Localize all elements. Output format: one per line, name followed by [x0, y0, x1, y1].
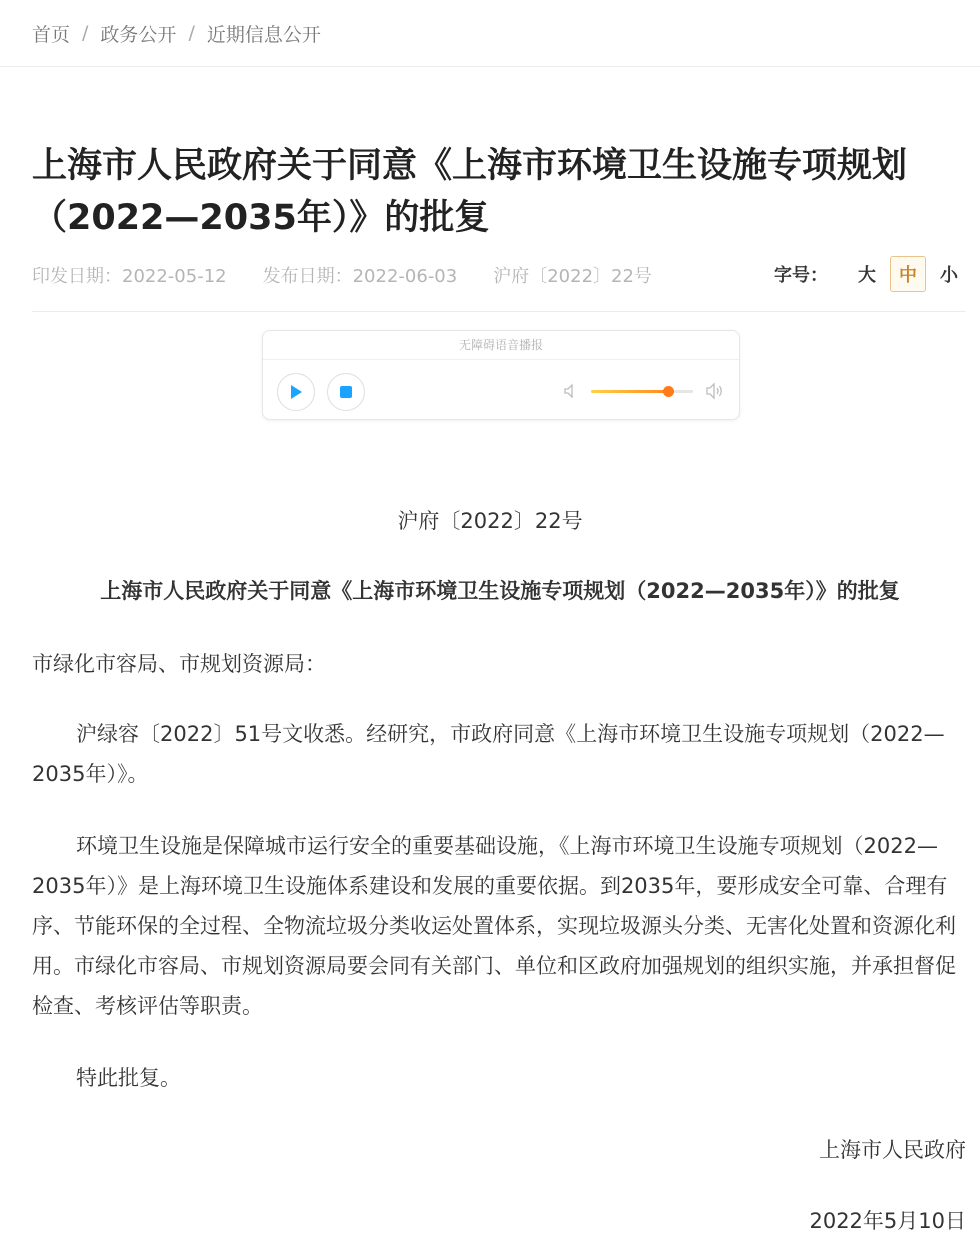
header-divider — [0, 66, 980, 67]
stop-button[interactable] — [327, 373, 365, 411]
play-icon — [289, 384, 303, 400]
audio-player — [262, 330, 740, 420]
font-size-switcher — [774, 256, 966, 292]
volume-low-icon[interactable] — [563, 383, 579, 399]
font-size-medium[interactable]: 中 — [890, 256, 926, 292]
breadcrumb-separator: / — [188, 22, 195, 44]
document-number: 沪府〔2022〕22号 — [397, 509, 583, 533]
audio-player-title: 无障碍语音播报 — [263, 331, 739, 360]
addressee: 市绿化市容局、市规划资源局： — [32, 652, 326, 676]
issue-date: 印发日期：2022-05-12 — [32, 266, 227, 287]
body-paragraph: 特此批复。 — [76, 1066, 181, 1090]
volume-high-icon[interactable] — [705, 381, 725, 401]
article-meta — [32, 262, 688, 288]
breadcrumb — [32, 18, 321, 48]
breadcrumb-gov-affairs[interactable]: 政务公开 — [100, 23, 177, 46]
volume-slider[interactable] — [591, 390, 693, 393]
font-size-label: 字号： — [774, 265, 828, 286]
doc-number: 沪府〔2022〕22号 — [493, 266, 652, 287]
body-paragraph: 沪绿容〔2022〕51号文收悉。经研究，市政府同意《上海市环境卫生设施专项规划（2022—2035年）》。 — [32, 722, 945, 786]
signature: 上海市人民政府 — [819, 1138, 966, 1162]
publish-date: 发布日期：2022-06-03 — [262, 266, 458, 287]
body-paragraph: 环境卫生设施是保障城市运行安全的重要基础设施，《上海市环境卫生设施专项规划（2022—2035年）》是上海环境卫生设施体系建设和发展的重要依据。到2035年，要形成安全可靠、合理有序、节能环保的全过程、全物流垃圾分类收运处置体系，实现垃圾源头分类、无害化处置和资源化利用。市绿化市容局、市规划资源局要会同有关部门、单位和区政府加强规划的组织实施，并承担督促检查、考核评估等职责。 — [32, 834, 956, 1018]
volume-slider-handle[interactable] — [663, 386, 674, 397]
volume-slider-fill — [591, 390, 668, 393]
breadcrumb-separator: / — [82, 22, 89, 44]
font-size-small[interactable]: 小 — [940, 265, 958, 286]
breadcrumb-home[interactable]: 首页 — [32, 23, 71, 46]
font-size-large[interactable]: 大 — [858, 265, 876, 286]
signature-date: 2022年5月10日 — [809, 1209, 966, 1233]
stop-icon — [340, 386, 352, 398]
page-title: 上海市人民政府关于同意《上海市环境卫生设施专项规划（2022—2035年）》的批复 — [32, 146, 908, 238]
meta-divider — [32, 311, 966, 312]
play-button[interactable] — [277, 373, 315, 411]
breadcrumb-recent-info[interactable]: 近期信息公开 — [206, 23, 321, 46]
document-title: 上海市人民政府关于同意《上海市环境卫生设施专项规划（2022—2035年）》的批复 — [100, 579, 900, 603]
